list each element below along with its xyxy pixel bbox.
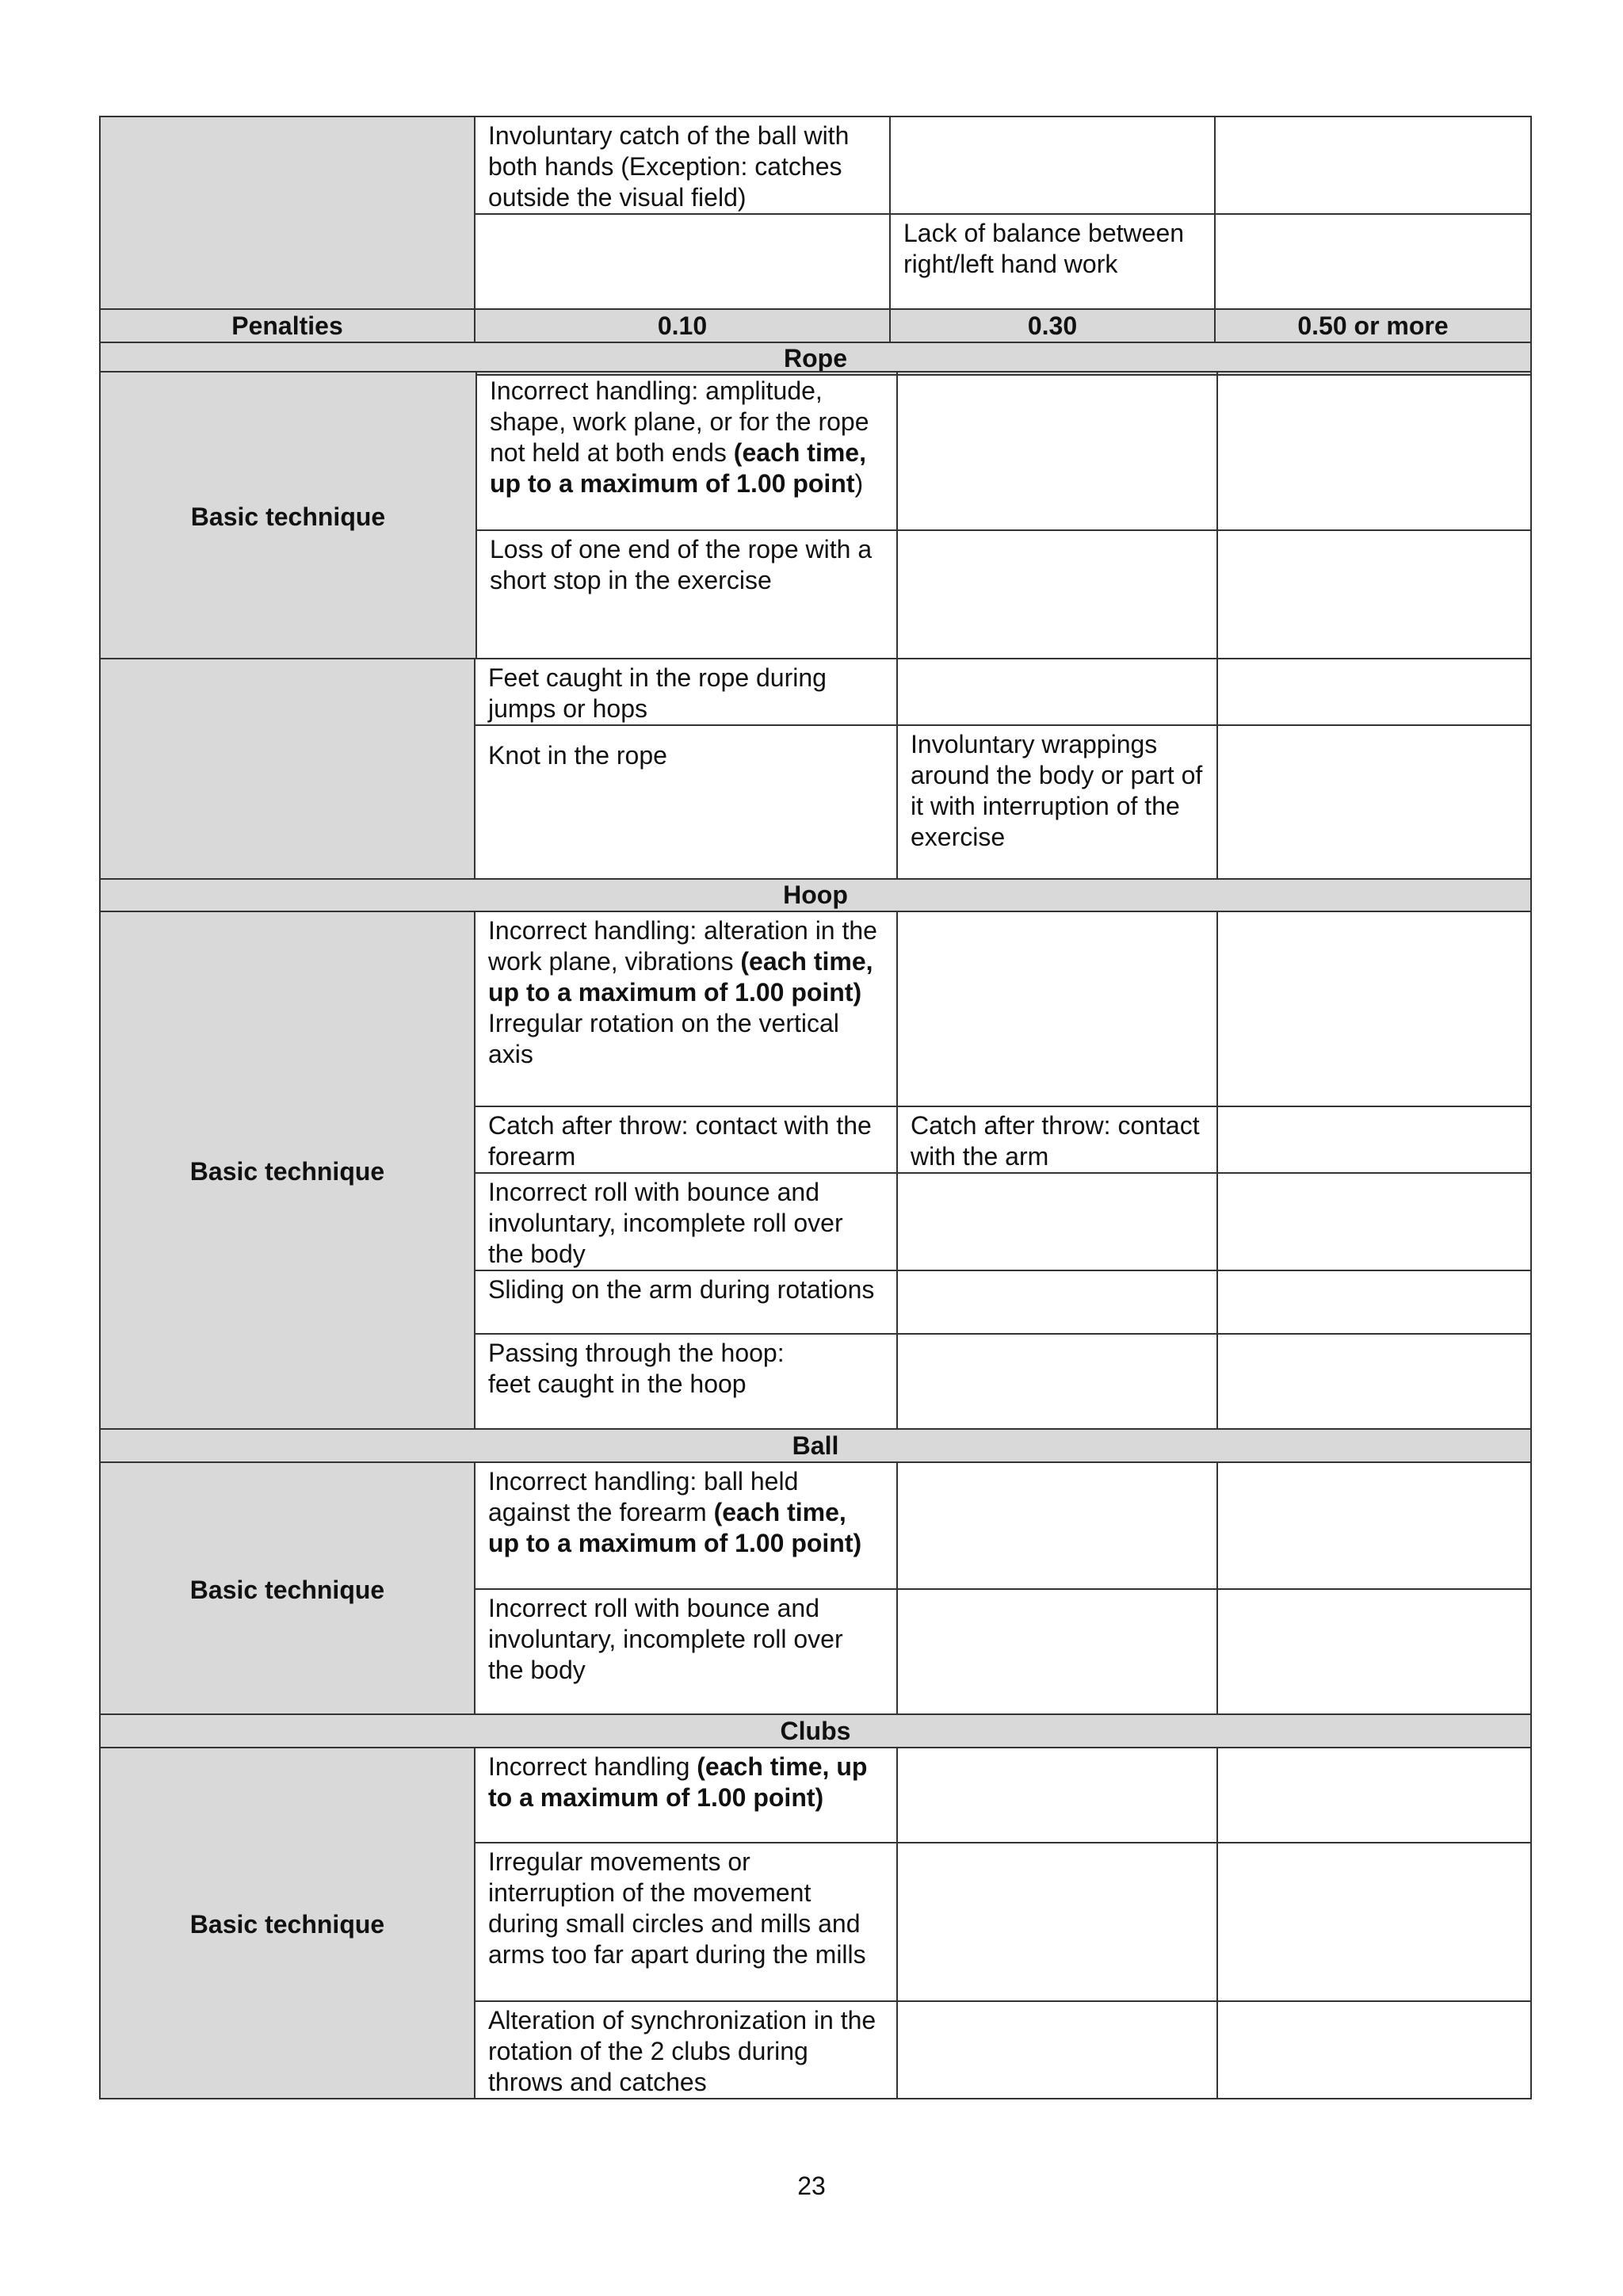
table-cell bbox=[1215, 117, 1531, 214]
table-cell: Irregular movements or interruption of the movement during small circles and mills and arms too far apart during the mills bbox=[475, 1843, 897, 2001]
table-cell: Incorrect handling: alteration in the work plane, vibrations (each time, up to a maximum of 1.00 point) Irregular rotation on the vertical axis bbox=[475, 911, 897, 1106]
table-cell bbox=[1217, 372, 1531, 530]
table-cell: Catch after throw: contact with the arm bbox=[897, 1106, 1217, 1173]
clubs-category: Basic technique bbox=[100, 1748, 475, 2099]
section-title-clubs: Clubs bbox=[100, 1714, 1531, 1748]
table-cell: Lack of balance between right/left hand work bbox=[890, 214, 1215, 309]
table-cell bbox=[1215, 214, 1531, 309]
section-title-rope: Rope bbox=[100, 342, 1531, 375]
table-cell bbox=[897, 2001, 1217, 2099]
table-cell: Loss of one end of the rope with a short stop in the exercise bbox=[476, 530, 897, 659]
rope-continued-category-cell bbox=[100, 659, 475, 882]
table-cell bbox=[897, 1334, 1217, 1429]
table-cell bbox=[897, 1462, 1217, 1589]
rope-table-continued bbox=[99, 658, 1532, 883]
table-cell bbox=[1217, 659, 1531, 725]
table-cell: Incorrect roll with bounce and involuntary, incomplete roll over the body bbox=[475, 1173, 897, 1270]
table-cell: Incorrect roll with bounce and involuntary, incomplete roll over the body bbox=[475, 1589, 897, 1714]
table-cell bbox=[1217, 1173, 1531, 1270]
table-cell bbox=[1217, 1106, 1531, 1173]
table-cell bbox=[897, 1843, 1217, 2001]
table-cell: Sliding on the arm during rotations bbox=[475, 1270, 897, 1334]
top-table bbox=[99, 116, 1532, 376]
table-cell: Incorrect handling: amplitude, shape, work plane, or for the rope not held at both ends (each time, up to a maximum of 1.00 point) bbox=[476, 372, 897, 530]
table-cell bbox=[1217, 911, 1531, 1106]
table-cell bbox=[897, 372, 1217, 530]
hoop-table bbox=[99, 878, 1532, 2099]
ball-category: Basic technique bbox=[100, 1462, 475, 1714]
table-cell: Alteration of synchronization in the rotation of the 2 clubs during throws and catches bbox=[475, 2001, 897, 2099]
table-cell bbox=[897, 1270, 1217, 1334]
table-cell: Incorrect handling (each time, up to a maximum of 1.00 point) bbox=[475, 1748, 897, 1843]
header-penalties: Penalties bbox=[100, 309, 475, 342]
table-cell bbox=[1217, 725, 1531, 882]
table-cell bbox=[1217, 2001, 1531, 2099]
table-cell bbox=[897, 1589, 1217, 1714]
table-cell bbox=[1217, 530, 1531, 659]
table-cell: Feet caught in the rope during jumps or hops bbox=[475, 659, 897, 725]
table-cell bbox=[897, 530, 1217, 659]
header-010: 0.10 bbox=[475, 309, 890, 342]
table-cell bbox=[1217, 1270, 1531, 1334]
table-cell: Incorrect handling: ball held against the forearm (each time, up to a maximum of 1.00 point) bbox=[475, 1462, 897, 1589]
hoop-category: Basic technique bbox=[100, 911, 475, 1429]
section-title-hoop: Hoop bbox=[100, 879, 1531, 911]
header-030: 0.30 bbox=[890, 309, 1215, 342]
header-050-or-more: 0.50 or more bbox=[1215, 309, 1531, 342]
page-number: 23 bbox=[797, 2172, 826, 2200]
table-cell: Involuntary catch of the ball with both hands (Exception: catches outside the visual field) bbox=[475, 117, 890, 214]
table-cell bbox=[1217, 1748, 1531, 1843]
top-category-cell bbox=[100, 117, 475, 309]
table-cell: Knot in the rope bbox=[475, 725, 897, 882]
section-title-ball: Ball bbox=[100, 1429, 1531, 1462]
rope-table bbox=[99, 371, 1532, 659]
table-cell bbox=[897, 659, 1217, 725]
table-cell bbox=[475, 214, 890, 309]
table-cell bbox=[1217, 1334, 1531, 1429]
table-cell: Catch after throw: contact with the forearm bbox=[475, 1106, 897, 1173]
table-cell bbox=[1217, 1589, 1531, 1714]
table-cell: Passing through the hoop: feet caught in the hoop bbox=[475, 1334, 897, 1429]
rope-category: Basic technique bbox=[100, 372, 476, 659]
table-cell bbox=[1217, 1843, 1531, 2001]
table-cell bbox=[897, 1173, 1217, 1270]
table-cell bbox=[1217, 1462, 1531, 1589]
table-cell: Involuntary wrappings around the body or part of it with interruption of the exercise bbox=[897, 725, 1217, 882]
table-cell bbox=[890, 117, 1215, 214]
table-cell bbox=[897, 1748, 1217, 1843]
table-cell bbox=[897, 911, 1217, 1106]
